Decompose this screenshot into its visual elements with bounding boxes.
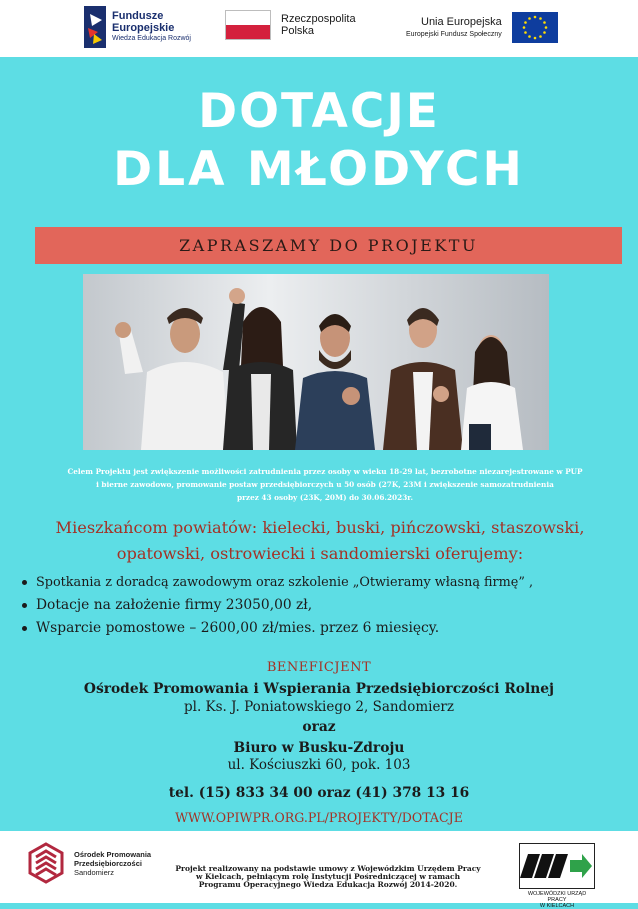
opi-logo: [24, 841, 151, 885]
opi-logo-line2: Przedsiębiorczości: [74, 858, 142, 868]
offer-item: [22, 571, 622, 594]
project-description: [40, 465, 610, 504]
title-line-2: DLA MŁODYCH: [113, 142, 525, 197]
group-photo: [83, 274, 549, 450]
website-link[interactable]: WWW.OPIWPR.ORG.PL/PROJEKTY/DOTACJE: [175, 810, 463, 825]
title-line-1: DOTACJE: [198, 84, 440, 139]
offer-item: [22, 594, 622, 617]
description-line-3: przez 43 osoby (23K, 20M) do 30.06.2023r.: [236, 493, 413, 502]
polish-flag-icon: [225, 10, 271, 40]
bullet-icon: [22, 626, 27, 631]
opi-emblem-icon: [24, 841, 68, 885]
organization-name: Ośrodek Promowania i Wspierania Przedsiębiorczości Rolnej: [83, 681, 555, 697]
wup-emblem-icon: [520, 844, 593, 887]
phone-numbers: tel. (15) 833 34 00 oraz (41) 378 13 16: [168, 785, 470, 801]
footer-bar: [0, 831, 638, 909]
opi-logo-line3: Sandomierz: [74, 867, 115, 877]
and-connector: oraz: [302, 719, 336, 735]
offers-list: [22, 571, 622, 640]
ue-logo-line2: Europejski Fundusz Społeczny: [406, 31, 502, 39]
funding-note-line-1: Projekt realizowany na podstawie umowy z Wojewódzkim Urzędem Pracy: [175, 864, 481, 873]
invitation-banner: ZAPRASZAMY DO PROJEKTU: [35, 227, 622, 264]
region-statement: [20, 515, 620, 567]
rp-logo-line1: Rzeczpospolita: [281, 12, 356, 25]
opi-logo-line1: Ośrodek Promowania: [74, 849, 152, 859]
offer-text: Dotacje na założenie firmy 23050,00 zł,: [36, 597, 313, 613]
fundusze-europejskie-icon: [84, 6, 106, 48]
office-name: Biuro w Busku-Zdroju: [233, 740, 405, 756]
eu-flag-icon: [512, 12, 558, 43]
bullet-icon: [22, 580, 27, 585]
offer-item: [22, 617, 622, 640]
region-line-1: Mieszkańcom powiatów: kielecki, buski, pińczowski, staszowski,: [55, 518, 585, 537]
offer-text: Spotkania z doradcą zawodowym oraz szkolenie „Otwieramy własną firmę” ,: [36, 575, 534, 590]
fundusze-europejskie-logo: [84, 6, 191, 48]
fe-logo-line3: Wiedza Edukacja Rozwój: [112, 35, 191, 43]
beneficiary-label: BENEFICJENT: [266, 660, 372, 675]
ue-logo-line1: Unia Europejska: [421, 16, 502, 29]
offer-text: Wsparcie pomostowe – 2600,00 zł/mies. przez 6 miesięcy.: [36, 620, 440, 636]
wup-kielce-logo: [519, 843, 595, 909]
rzeczpospolita-logo: [225, 10, 356, 40]
region-line-2: opatowski, ostrowiecki i sandomierski oferujemy:: [116, 544, 524, 563]
organization-address: pl. Ks. J. Poniatowskiego 2, Sandomierz: [184, 699, 454, 715]
fe-logo-line2: Europejskie: [112, 21, 175, 34]
fe-logo-line1: Fundusze: [112, 10, 164, 23]
bullet-icon: [22, 603, 27, 608]
header-logos-bar: [0, 0, 638, 57]
rp-logo-line2: Polska: [281, 25, 315, 37]
funding-note: [163, 865, 493, 889]
office-address: ul. Kościuszki 60, pok. 103: [227, 757, 411, 773]
unia-europejska-logo: [406, 12, 558, 43]
funding-note-line-3: Programu Operacyjnego Wiedza Edukacja Rozwój 2014-2020.: [198, 880, 458, 889]
description-line-2: i bierne zawodowo, promowanie postaw przedsiębiorczych u 50 osób (27K, 23M i zwiększenie samozatrudnienia: [96, 480, 554, 489]
wup-logo-line2: W KIELCACH: [539, 903, 575, 909]
wup-logo-line1: WOJEWÓDZKI URZĄD PRACY: [527, 891, 587, 903]
funding-note-line-2: w Kielcach, pełniącym rolę Instytucji Pośredniczącej w ramach: [195, 872, 461, 881]
description-line-1: Celem Projektu jest zwiększenie możliwości zatrudnienia przez osoby w wieku 18-29 lat, bezrobotne niezarejestrowane w PUP: [67, 467, 583, 476]
